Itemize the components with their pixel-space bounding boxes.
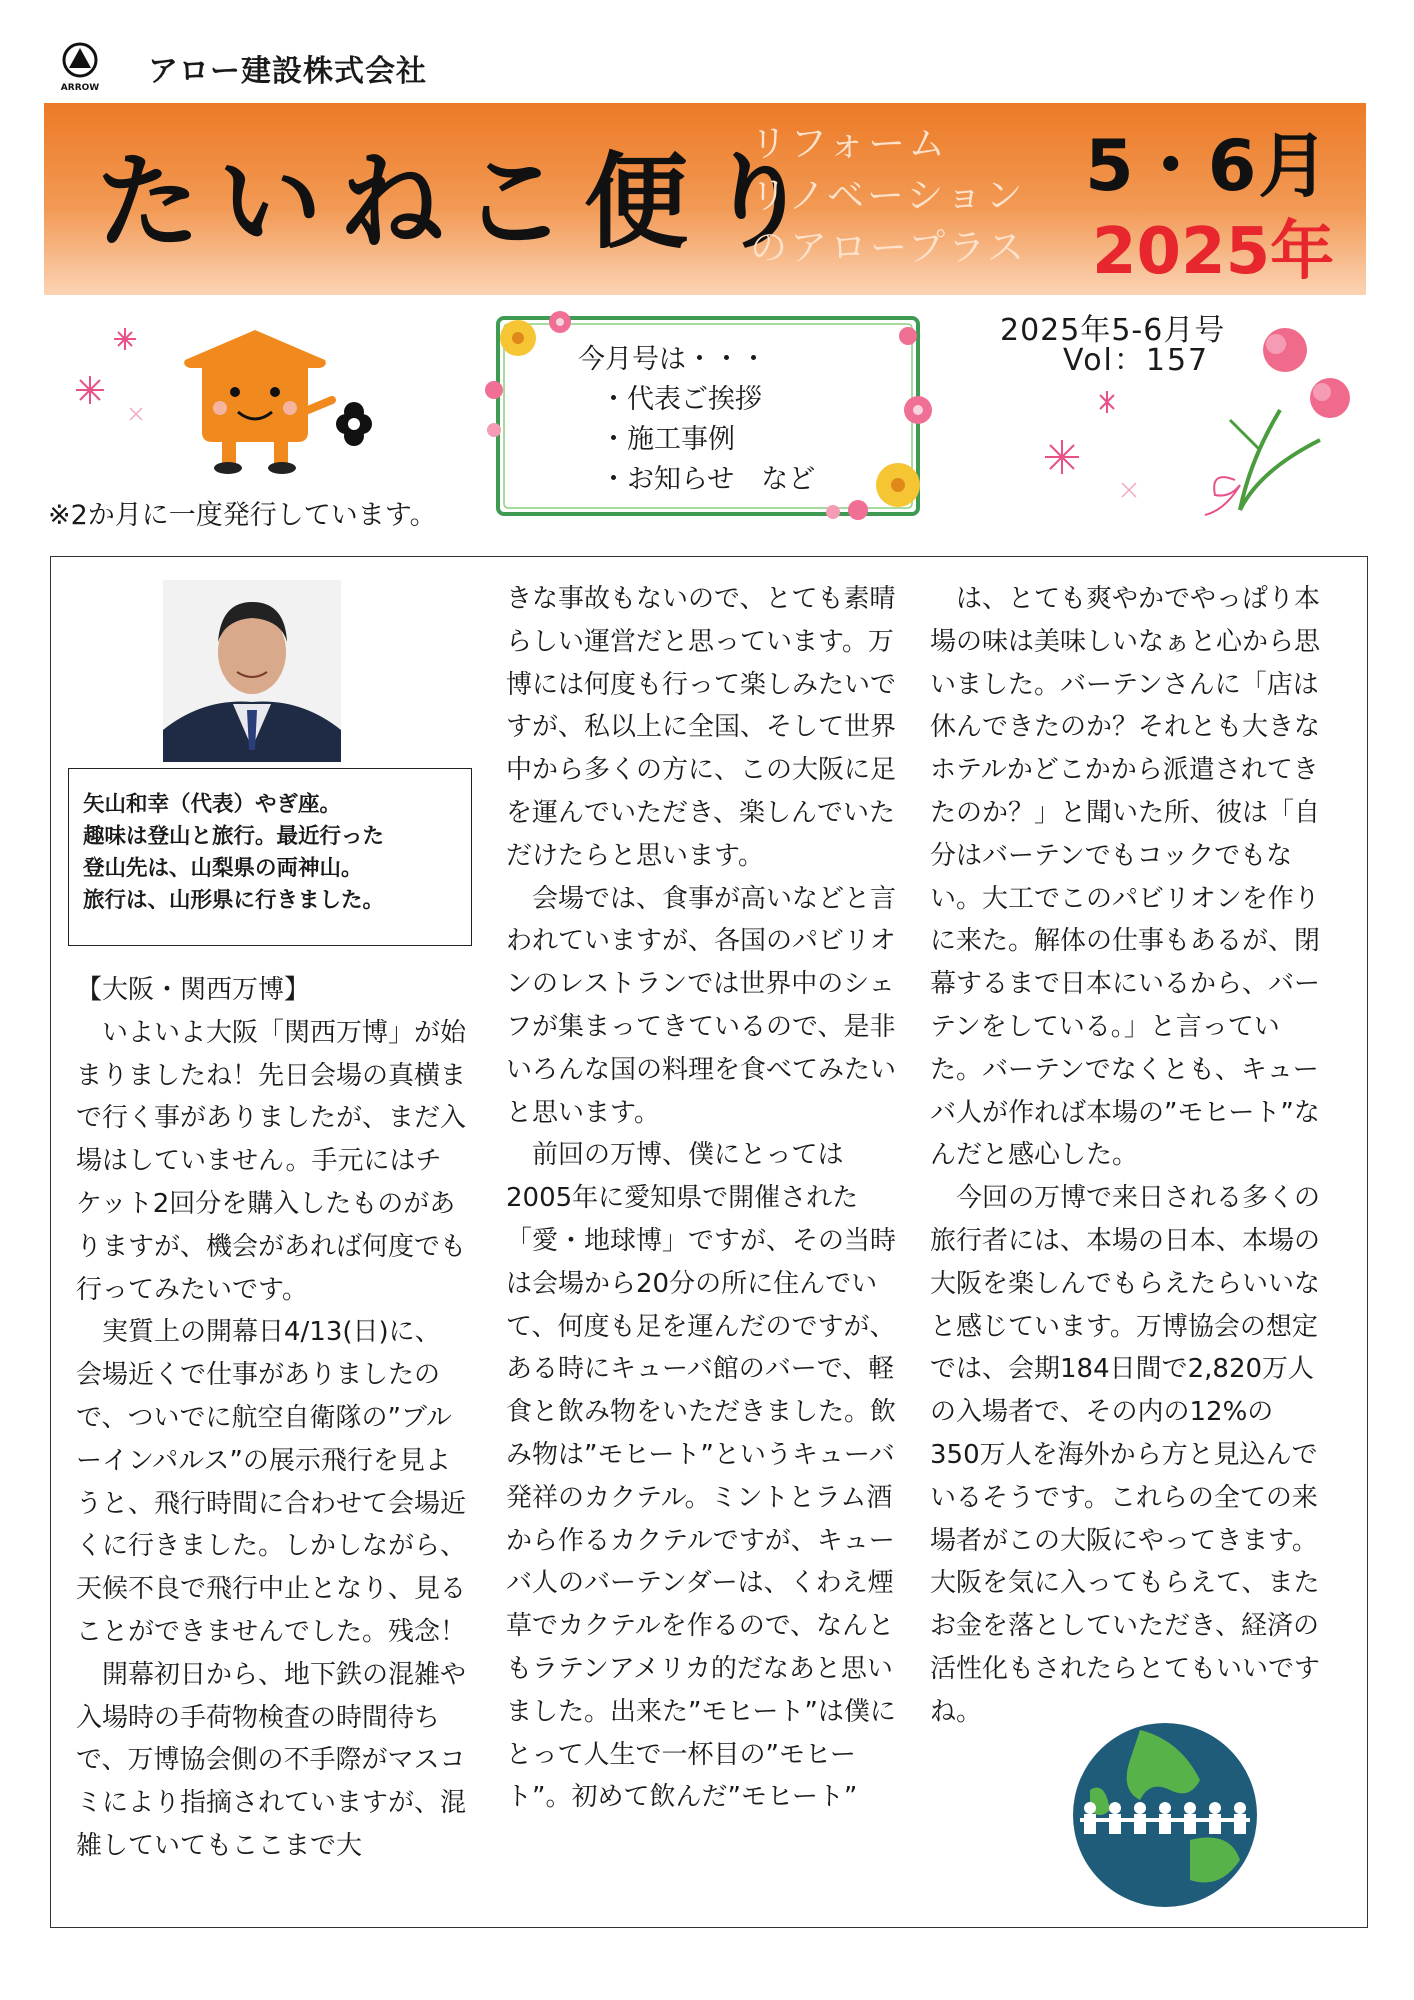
sparkle-icon <box>114 328 136 350</box>
banner-subtitle-line: リノベーション <box>750 174 1026 217</box>
flower-icon <box>549 311 571 333</box>
article-heading: 【大阪・関西万博】 <box>76 975 311 1005</box>
flower-icon <box>899 327 917 345</box>
profile-line: 趣味は登山と旅行。最近行った <box>83 824 385 849</box>
issue-volume: Vol：157 <box>1063 343 1210 378</box>
globe-illustration <box>1070 1720 1260 1910</box>
article-paragraph: は、とても爽やかでやっぱり本場の味は美味しいなぁと心から思いました。バーテンさんに「店は休んできたのか？それとも大きなホテルかどこかから派遣されてきたのか？」と聞いた所、彼は「自分はバーテンでもコックでもない。大工でこのパビリオンを作りに来た。解体の仕事もあるが、閉幕するまで日本にいるから、バーテンをしている。」と言っていた。バーテンでなくとも、キューバ人が作れば本場の”モヒート”なんだと感心した。 <box>930 584 1321 1171</box>
article-paragraph: きな事故もないので、とても素晴らしい運営だと思っています。万博には何度も行って楽しみたいですが、私以上に全国、そして世界中から多くの方に、この大阪に足を運んでいただき、楽しんでいただけたらと思います。 <box>506 584 897 871</box>
representative-photo <box>163 580 341 762</box>
flower-icon <box>876 463 920 507</box>
sparkle-icon <box>1045 440 1079 474</box>
flower-icon <box>487 423 501 437</box>
issue-date: 2025年5-6月号 <box>1000 313 1226 348</box>
article-paragraph: 実質上の開幕日4/13(日)に、会場近くで仕事がありましたので、ついでに航空自衛隊の”ブルーインパルス”の展示飛行を見ようと、飛行時間に合わせて会場近くに行きました。しかしながら、天候不良で飛行中止となり、見ることができませんでした。残念！ <box>76 1317 467 1647</box>
banner-subtitle <box>750 118 1027 274</box>
sparkle-icon <box>1100 391 1114 413</box>
article-column-2 <box>506 578 896 1819</box>
logo-text: ARROW <box>60 83 100 92</box>
banner-subtitle-line: のアロープラス <box>750 226 1028 269</box>
article-column-1 <box>76 969 466 1868</box>
article-paragraph: 会場では、食事が高いなどと言われていますが、各国のパビリオンのレストランでは世界中のシェフが集まってきているので、是非いろんな国の料理を食べてみたいと思います。 <box>506 883 897 1128</box>
contents-item: ・施工事例 <box>600 424 735 455</box>
profile-line: 登山先は、山梨県の両神山。 <box>83 856 363 881</box>
flower-icon <box>500 320 536 356</box>
representative-profile <box>68 768 472 946</box>
issue-month: 5・6月 <box>1085 125 1331 207</box>
profile-line: 旅行は、山形県に行きました。 <box>83 888 385 913</box>
publication-note: ※2か月に一度発行しています。 <box>48 500 437 531</box>
sparkle-decoration <box>1030 385 1170 525</box>
article-paragraph: いよいよ大阪「関西万博」が始まりましたね！先日会場の真横まで行く事がありましたが、まだ入場はしていません。手元にはチケット2回分を購入したものがありますが、機会があれば何度でも行ってみたいです。 <box>76 1017 467 1305</box>
contents-item: ・代表ご挨拶 <box>600 384 762 415</box>
flower-icon <box>848 500 868 520</box>
banner-subtitle-line: リフォーム <box>750 122 949 165</box>
contents-item: ・お知らせ など <box>600 464 816 495</box>
article-paragraph: 今回の万博で来日される多くの旅行者には、本場の日本、本場の大阪を楽しんでもらえたらいいなと感じています。万博協会の想定では、会期184日間で2,820万人の入場者で、その内の12%の350万人を海外から方と見込んでいるそうです。これらの全ての来場者がこの大阪にやってきます。大阪を気に入ってもらえて、またお金を落としていただき、経済の活性化もされたらとてもいいですね。 <box>930 1183 1321 1727</box>
carnation-illustration <box>1180 320 1360 520</box>
article-paragraph: 前回の万博、僕にとっては2005年に愛知県で開催された「愛・地球博」ですが、その当時は会場から20分の所に住んでいて、何度も足を運んだのですが、ある時にキューバ館のバーで、軽食と飲み物をいただきました。飲み物は”モヒート”というキューバ発祥のカクテル。ミントとラム酒から作るカクテルですが、キューバ人のバーテンダーは、くわえ煙草でカクテルを作るので、なんともラテンアメリカ的だなあと思いました。出来た”モヒート”は僕にとって人生で一杯目の”モヒート”。初めて飲んだ”モヒート” <box>506 1140 897 1813</box>
company-logo <box>54 40 106 92</box>
issue-year: 2025年 <box>1092 215 1335 289</box>
profile-line: 矢山和幸（代表）やぎ座。 <box>83 792 342 817</box>
sparkle-icon <box>1122 483 1136 497</box>
flower-icon <box>826 505 840 519</box>
newsletter-title: たいねこ便り <box>96 140 829 263</box>
sparkle-icon <box>130 408 142 420</box>
article-column-3 <box>930 578 1320 1734</box>
company-name: アロー建設株式会社 <box>148 54 427 89</box>
contents-list <box>578 340 815 500</box>
flower-icon <box>904 396 932 424</box>
contents-heading: 今月号は・・・ <box>578 344 767 375</box>
flower-icon <box>485 381 503 399</box>
sparkle-icon <box>76 376 104 404</box>
house-mascot-illustration <box>70 320 410 490</box>
article-paragraph: 開幕初日から、地下鉄の混雑や入場時の手荷物検査の時間待ちで、万博協会側の不手際がマスコミにより指摘されていますが、混雑していてもここまで大 <box>76 1659 467 1861</box>
